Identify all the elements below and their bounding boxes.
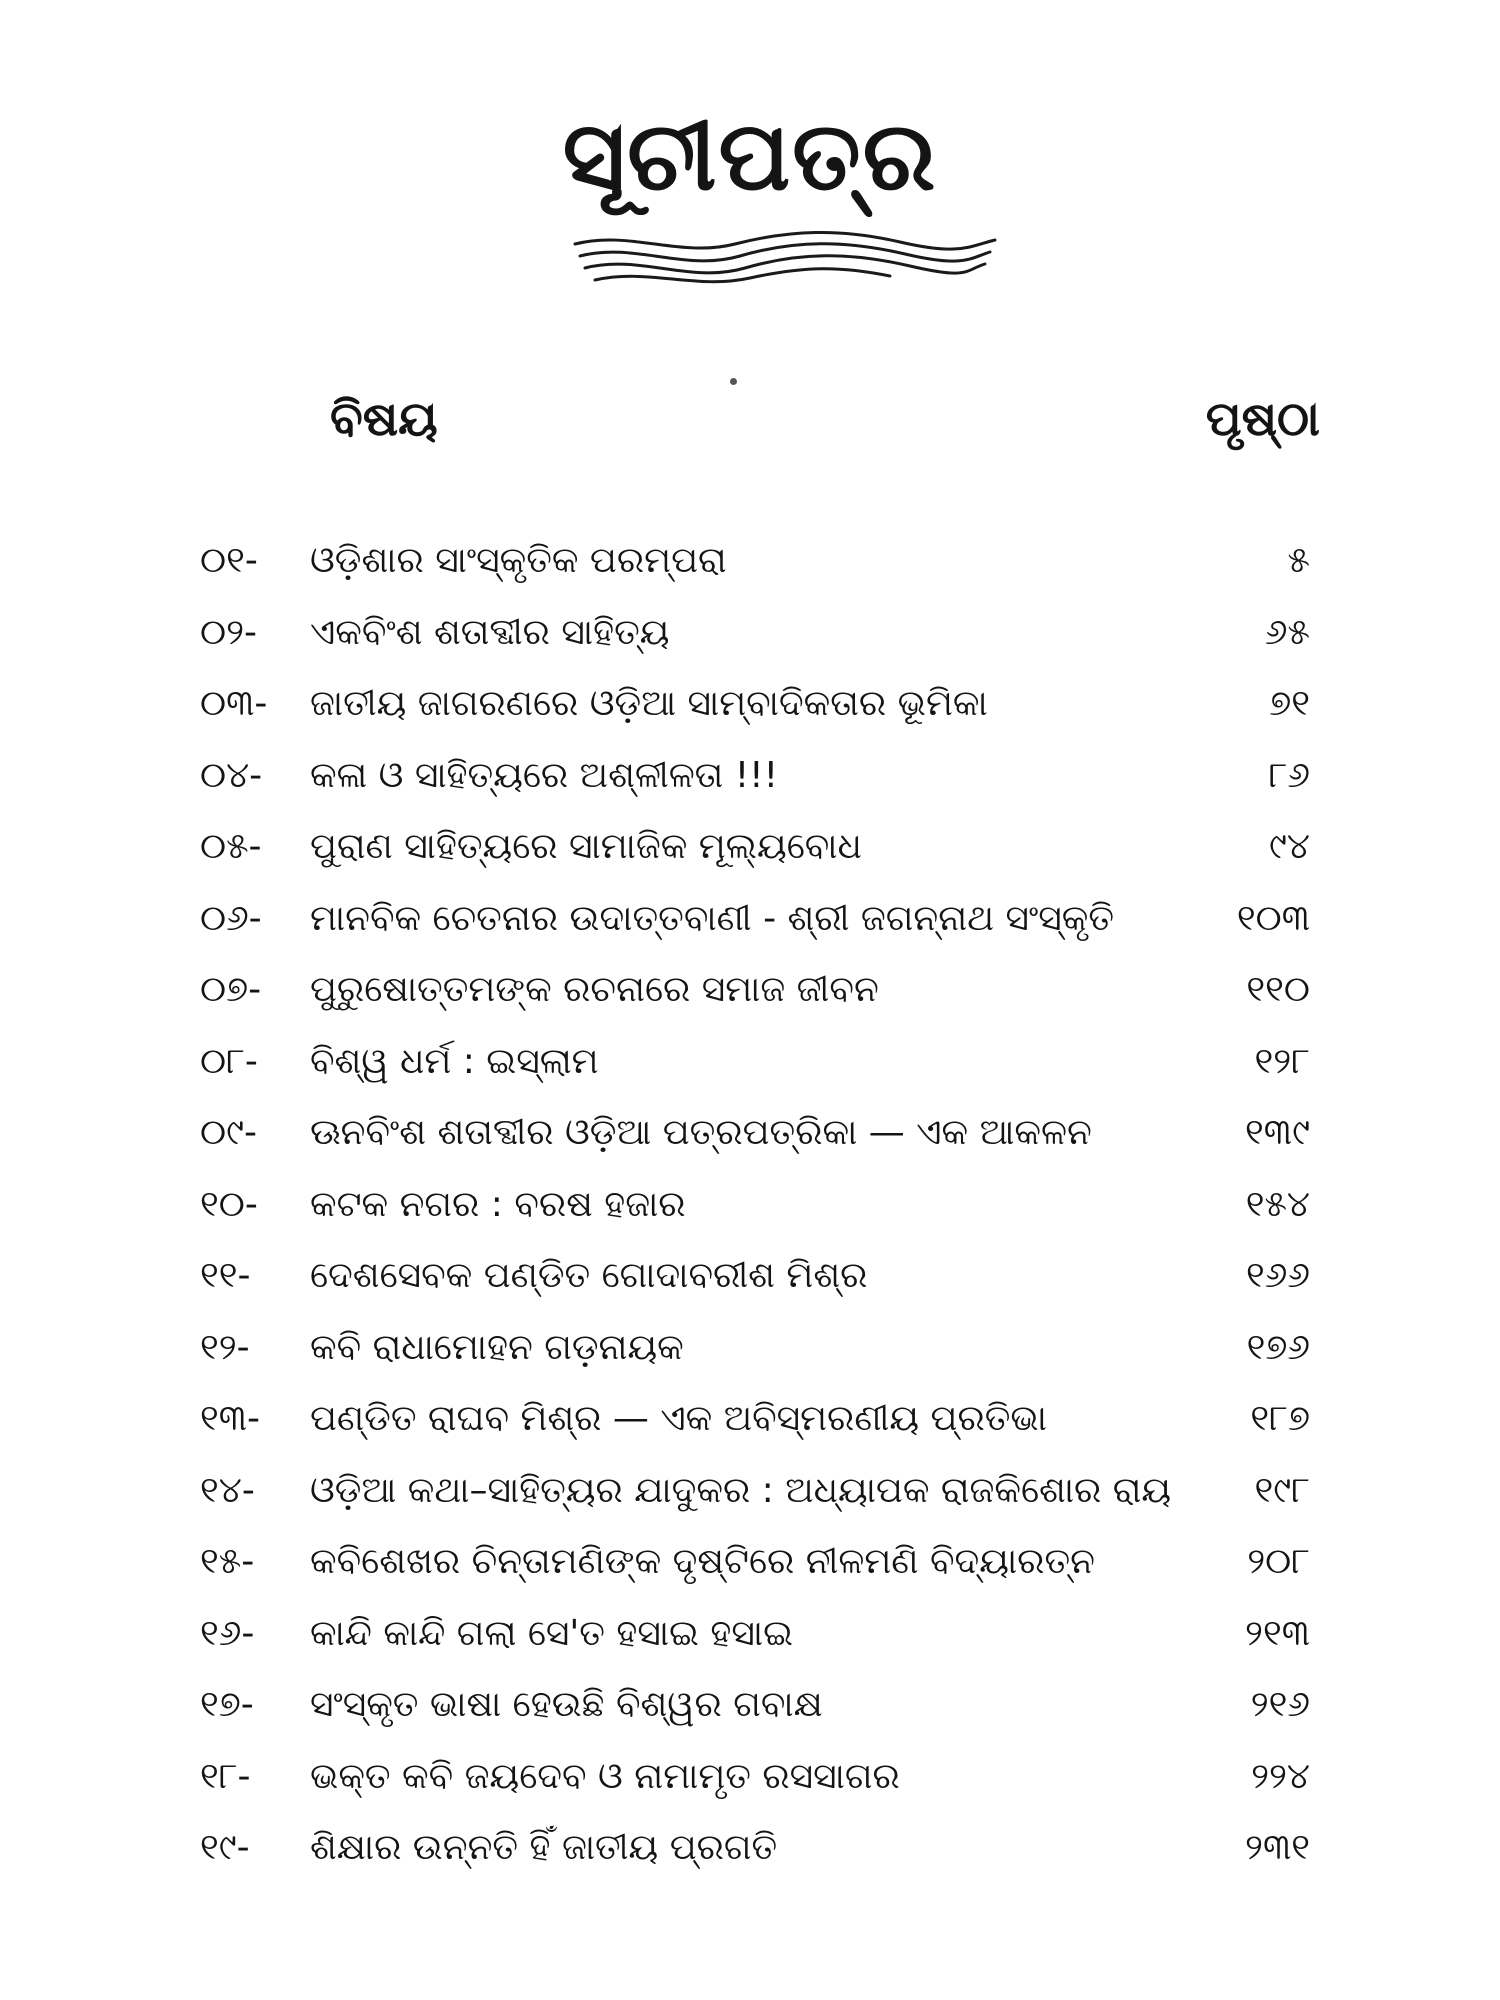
entry-title: ପୁରୁଷୋତ୍ତମଙ୍କ ରଚନାରେ ସମାଜ ଜୀବନ (310, 969, 879, 1010)
entry-number: ୦୧- (200, 540, 258, 581)
entry-page-number: ୨୦୮ (1247, 1541, 1310, 1582)
entry-page-number: ୯୪ (1269, 826, 1310, 867)
entry-title: ଭକ୍ତ କବି ଜୟଦେବ ଓ ନାମାମୃତ ରସସାଗର (310, 1755, 900, 1797)
entry-page-number: ୨୧୬ (1250, 1684, 1310, 1725)
toc-entry (0, 811, 1500, 883)
entry-number: ୧୩- (200, 1398, 261, 1439)
entry-number: ୧୮- (200, 1755, 251, 1797)
toc-entry (0, 597, 1500, 669)
entry-page-number: ୧୮୭ (1250, 1398, 1310, 1439)
stray-dot (730, 378, 737, 385)
entry-number: ୦୨- (200, 611, 257, 653)
page-title: ସୂଚୀପତ୍ର (562, 100, 938, 212)
entry-page-number: ୧୬୬ (1246, 1255, 1310, 1296)
toc-entry (0, 1240, 1500, 1312)
entry-page-number: ୧୭୬ (1246, 1326, 1310, 1368)
entry-number: ୦୩- (200, 683, 268, 724)
toc-entry (0, 1383, 1500, 1455)
page-column-header: ପୃଷ୍ଠା (1205, 391, 1320, 447)
entry-title: ମାନବିକ ଚେତନାର ଉଦାତ୍ତବାଣୀ - ଶ୍ରୀ ଜଗନ୍ନାଥ ସଂସ୍କୃତି (310, 897, 1114, 939)
entry-page-number: ୬୫ (1264, 611, 1310, 653)
entry-page-number: ୧୨୮ (1254, 1040, 1310, 1082)
entry-page-number: ୨୩୧ (1245, 1827, 1310, 1868)
toc-entry (0, 954, 1500, 1026)
entry-title: କବି ରାଧାମୋହନ ଗଡ଼ନାୟକ (310, 1326, 684, 1368)
toc-entry (0, 883, 1500, 955)
entry-number: ୧୫- (200, 1541, 255, 1582)
entry-title: ଊନବିଂଶ ଶତାବ୍ଦୀର ଓଡ଼ିଆ ପତ୍ରପତ୍ରିକା — ଏକ ଆକଳନ (310, 1112, 1092, 1153)
entry-number: ୧୯- (200, 1827, 250, 1868)
toc-entry (0, 1598, 1500, 1670)
wave-ornament (570, 222, 1000, 292)
entry-page-number: ୨୧୩ (1245, 1612, 1310, 1654)
toc-entry (0, 1669, 1500, 1741)
entry-number: ୧୨- (200, 1326, 250, 1368)
entry-title: କାନ୍ଦି କାନ୍ଦି ଗଲା ସେ'ତ ହସାଇ ହସାଇ (310, 1612, 794, 1654)
entry-number: ୧୦- (200, 1183, 258, 1225)
toc-entry (0, 1812, 1500, 1884)
entry-page-number: ୨୨୪ (1251, 1755, 1310, 1797)
entry-number: ୦୯- (200, 1112, 257, 1153)
toc-entry (0, 1455, 1500, 1527)
entry-page-number: ୫ (1287, 540, 1310, 581)
toc-entry (0, 1026, 1500, 1098)
table-of-contents (0, 525, 1500, 1884)
entry-page-number: ୧୩୯ (1245, 1112, 1310, 1153)
entry-number: ୧୧- (200, 1255, 251, 1296)
toc-entry (0, 1312, 1500, 1384)
entry-title: କବିଶେଖର ଚିନ୍ତାମଣିଙ୍କ ଦୃଷ୍ଟିରେ ନୀଳମଣି ବିଦ୍ୟାରତ୍ନ (310, 1541, 1095, 1582)
entry-title: ସଂସ୍କୃତ ଭାଷା ହେଉଛି ବିଶ୍ୱର ଗବାକ୍ଷ (310, 1684, 823, 1725)
toc-entry (0, 1741, 1500, 1813)
toc-entry (0, 1169, 1500, 1241)
toc-entry (0, 740, 1500, 812)
entry-title: ବିଶ୍ୱ ଧର୍ମ : ଇସ୍‌ଲାମ (310, 1040, 599, 1082)
entry-title: ଓଡ଼ିଶାର ସାଂସ୍କୃତିକ ପରମ୍ପରା (310, 540, 727, 581)
entry-number: ୧୪- (200, 1469, 255, 1511)
entry-title: ପୁରାଣ ସାହିତ୍ୟରେ ସାମାଜିକ ମୂଲ୍ୟବୋଧ (310, 826, 862, 867)
entry-title: ଜାତୀୟ ଜାଗରଣରେ ଓଡ଼ିଆ ସାମ୍ବାଦିକତାର ଭୂମିକା (310, 683, 988, 724)
entry-title: କଳା ଓ ସାହିତ୍ୟରେ ଅଶ୍ଳୀଳତା !!! (310, 754, 779, 796)
entry-number: ୦୬- (200, 897, 262, 939)
toc-entry (0, 668, 1500, 740)
entry-number: ୧୬- (200, 1612, 255, 1654)
subject-column-header: ବିଷୟ (330, 391, 438, 447)
entry-title: ଏକବିଂଶ ଶତାବ୍ଦୀର ସାହିତ୍ୟ (310, 611, 670, 653)
entry-page-number: ୮୬ (1268, 754, 1310, 796)
entry-number: ୦୫- (200, 826, 262, 867)
entry-title: ପଣ୍ଡିତ ରାଘବ ମିଶ୍ର — ଏକ ଅବିସ୍ମରଣୀୟ ପ୍ରତିଭା (310, 1398, 1047, 1439)
entry-title: କଟକ ନଗର : ବରଷ ହଜାର (310, 1183, 686, 1225)
entry-title: ଦେଶସେବକ ପଣ୍ଡିତ ଗୋଦାବରୀଶ ମିଶ୍ର (310, 1255, 868, 1296)
entry-page-number: ୧୯୮ (1254, 1469, 1310, 1511)
toc-entry (0, 1097, 1500, 1169)
entry-number: ୦୭- (200, 969, 262, 1010)
entry-number: ୧୭- (200, 1684, 254, 1725)
entry-number: ୦୪- (200, 754, 263, 796)
toc-entry (0, 525, 1500, 597)
entry-page-number: ୧୫୪ (1245, 1183, 1310, 1225)
entry-title: ଓଡ଼ିଆ କଥା–ସାହିତ୍ୟର ଯାଦୁକର : ଅଧ୍ୟାପକ ରାଜକିଶୋର ରାୟ (310, 1469, 1172, 1511)
entry-page-number: ୭୧ (1269, 683, 1310, 724)
entry-number: ୦୮- (200, 1040, 258, 1082)
entry-page-number: ୧୧୦ (1246, 969, 1310, 1010)
entry-page-number: ୧୦୩ (1236, 897, 1310, 939)
toc-entry (0, 1526, 1500, 1598)
entry-title: ଶିକ୍ଷାର ଉନ୍ନତି ହିଁ ଜାତୀୟ ପ୍ରଗତି (310, 1827, 778, 1868)
